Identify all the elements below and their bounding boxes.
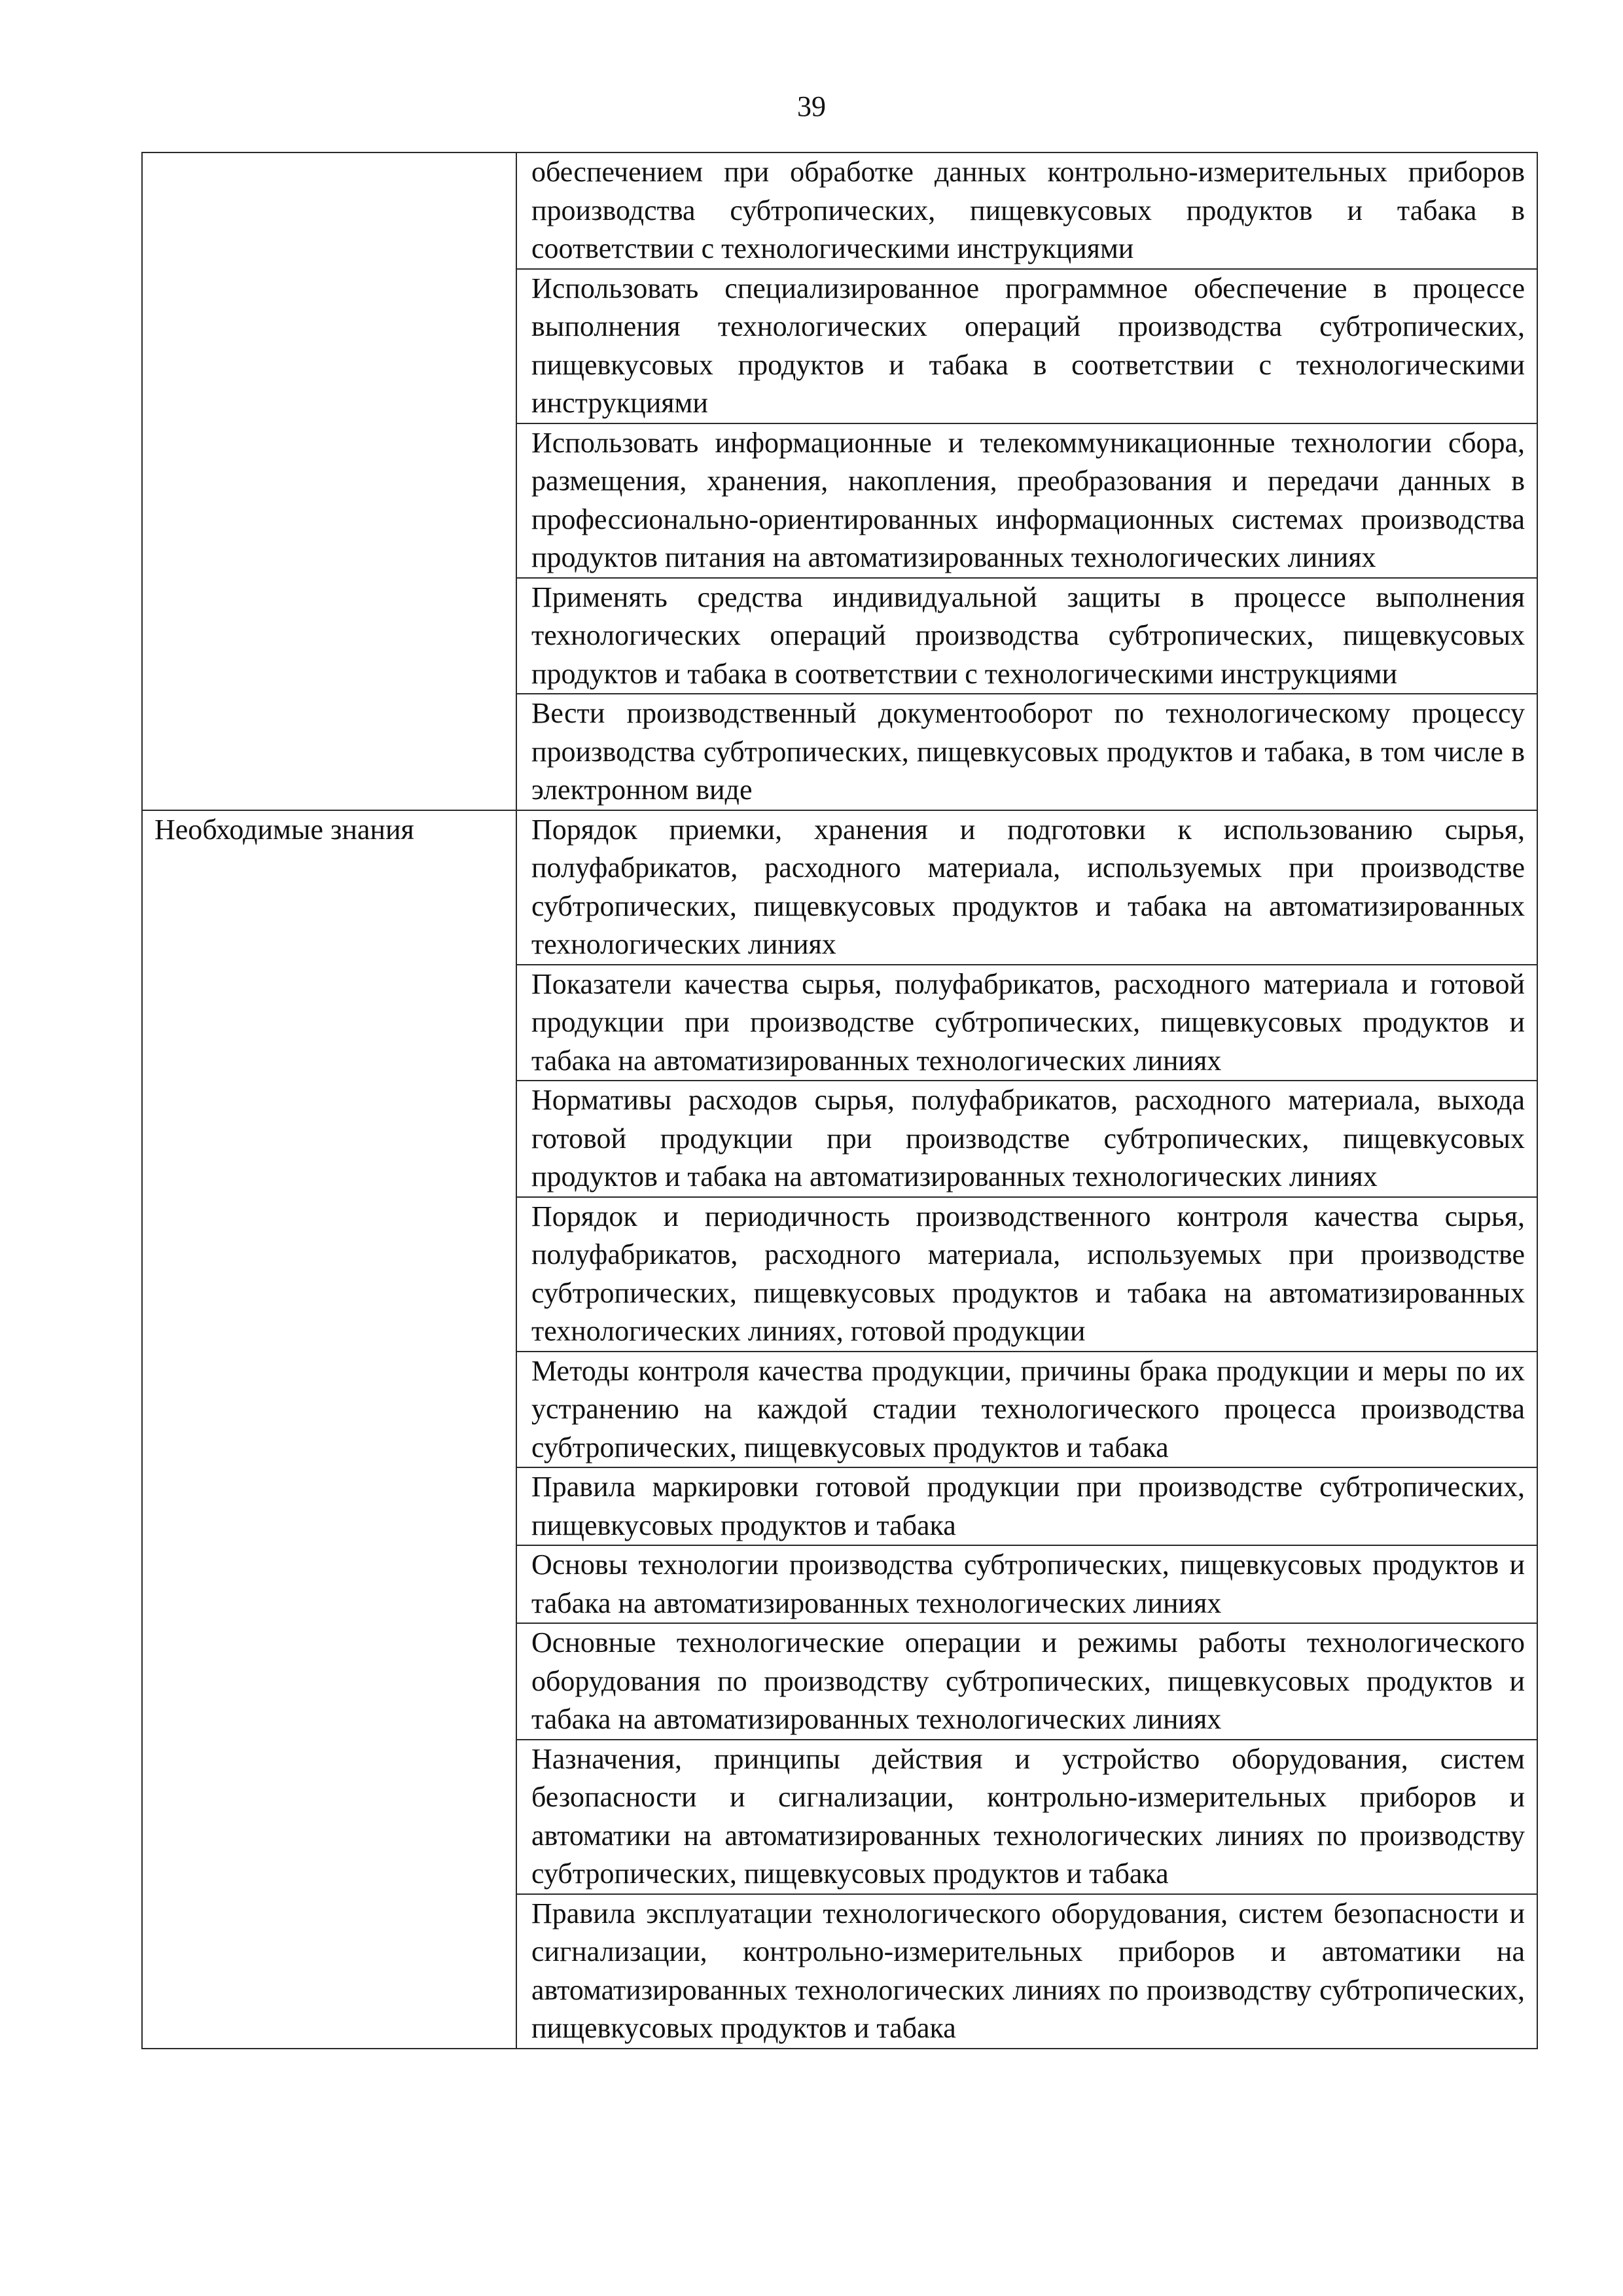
table-cell: Применять средства индивидуальной защиты в процессе выполнения технологических операций производства субтропических, пищевкусовых продуктов и табака в соответствии с технологическими инструкциями — [516, 578, 1537, 694]
section-label-knowledge: Необходимые знания — [142, 810, 516, 2049]
page-number: 39 — [797, 90, 826, 122]
requirements-table — [141, 152, 1538, 2049]
table-cell: Порядок приемки, хранения и подготовки к использованию сырья, полуфабрикатов, расходного материала, используемых при производстве субтропических, пищевкусовых продуктов и табака на автоматизированных технологических линиях — [516, 810, 1537, 965]
table-cell: Правила маркировки готовой продукции при производстве субтропических, пищевкусовых продуктов и табака — [516, 1467, 1537, 1545]
table-cell: Основы технологии производства субтропических, пищевкусовых продуктов и табака на автоматизированных технологических линиях — [516, 1545, 1537, 1623]
section-label-cell — [142, 152, 516, 810]
table-cell: Вести производственный документооборот по технологическому процессу производства субтропических, пищевкусовых продуктов и табака, в том числе в электронном виде — [516, 694, 1537, 810]
table-cell: Основные технологические операции и режимы работы технологического оборудования по производству субтропических, пищевкусовых продуктов и табака на автоматизированных технологических линиях — [516, 1623, 1537, 1740]
table-cell: Правила эксплуатации технологического оборудования, систем безопасности и сигнализации, контрольно-измерительных приборов и автоматики на автоматизированных технологических линиях по производству субтропических, пищевкусовых продуктов и табака — [516, 1894, 1537, 2049]
table-cell: Использовать специализированное программное обеспечение в процессе выполнения технологических операций производства субтропических, пищевкусовых продуктов и табака в соответствии с технологическими инструкциями — [516, 269, 1537, 423]
table-cell: Показатели качества сырья, полуфабрикатов, расходного материала и готовой продукции при производстве субтропических, пищевкусовых продуктов и табака на автоматизированных технологических линиях — [516, 965, 1537, 1081]
table-cell: Использовать информационные и телекоммуникационные технологии сбора, размещения, хранения, накопления, преобразования и передачи данных в профессионально-ориентированных информационных системах производства продуктов питания на автоматизированных технологических линиях — [516, 423, 1537, 578]
table-cell: Назначения, принципы действия и устройство оборудования, систем безопасности и сигнализации, контрольно-измерительных приборов и автоматики на автоматизированных технологических линиях по производству субтропических, пищевкусовых продуктов и табака — [516, 1740, 1537, 1894]
table-cell: Порядок и периодичность производственного контроля качества сырья, полуфабрикатов, расходного материала, используемых при производстве субтропических, пищевкусовых продуктов и табака на автоматизированных технологических линиях, готовой продукции — [516, 1197, 1537, 1352]
table-cell: Методы контроля качества продукции, причины брака продукции и меры по их устранению на каждой стадии технологического процесса производства субтропических, пищевкусовых продуктов и табака — [516, 1352, 1537, 1468]
table-row — [142, 152, 1537, 269]
table-cell: Нормативы расходов сырья, полуфабрикатов, расходного материала, выхода готовой продукции при производстве субтропических, пищевкусовых продуктов и табака на автоматизированных технологических линиях — [516, 1081, 1537, 1197]
table-cell: обеспечением при обработке данных контрольно-измерительных приборов производства субтропических, пищевкусовых продуктов и табака в соответствии с технологическими инструкциями — [516, 152, 1537, 269]
table-row — [142, 810, 1537, 965]
